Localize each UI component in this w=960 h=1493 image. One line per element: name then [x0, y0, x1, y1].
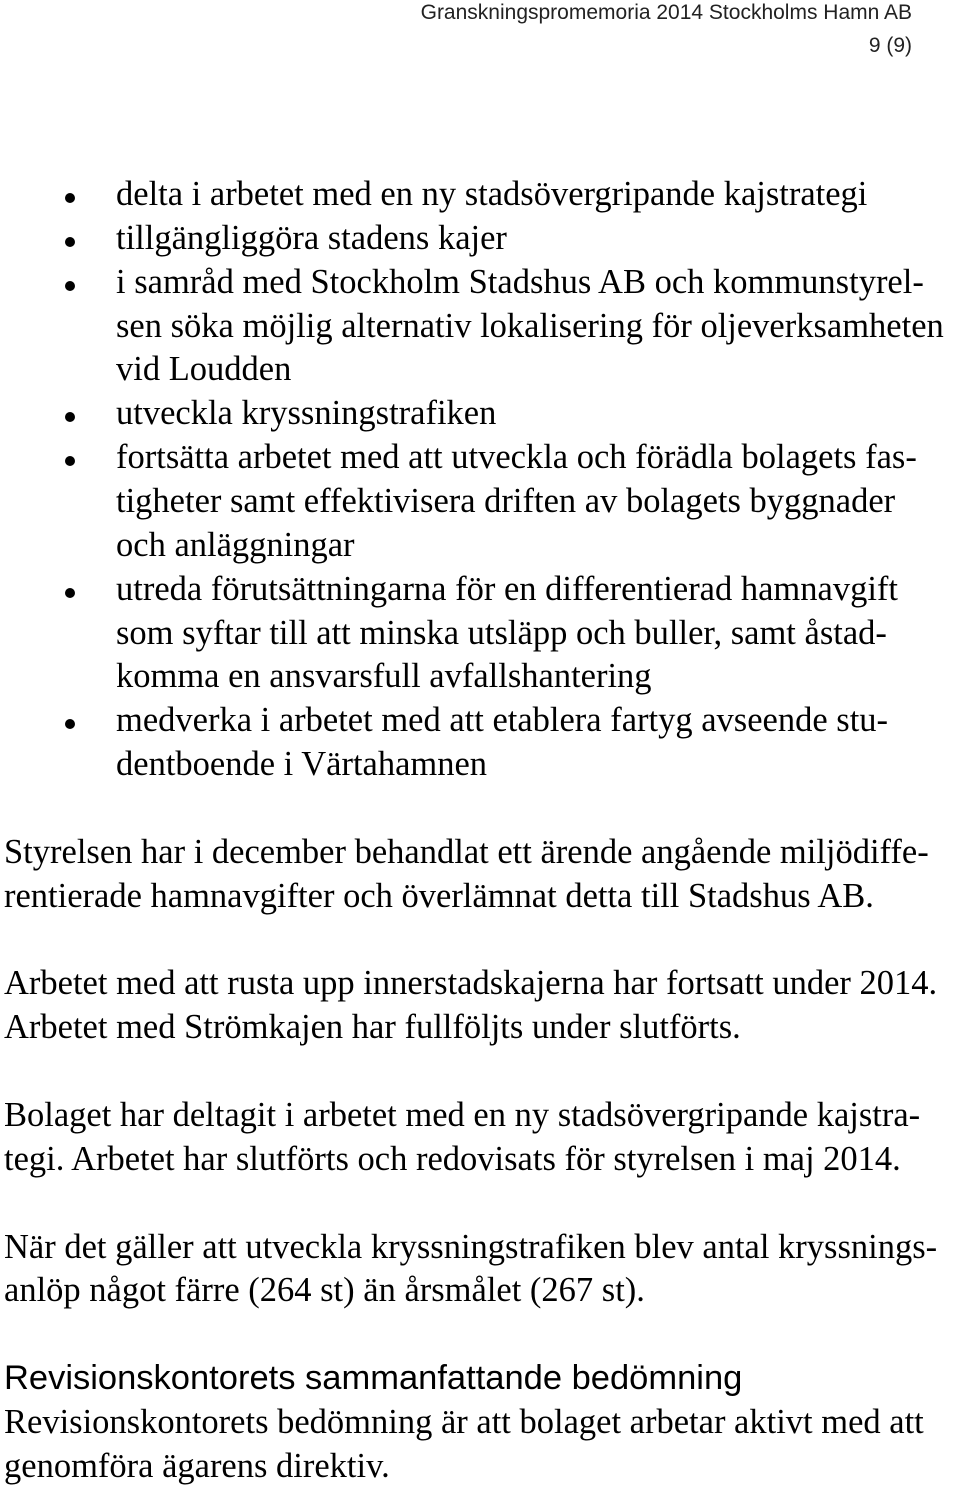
list-item-line: tillgängliggöra stadens kajer: [116, 218, 507, 257]
paragraph-line: Bolaget har deltagit i arbetet med en ny stadsövergripande kajstra-: [4, 1096, 921, 1135]
paragraph: [0, 1094, 960, 1182]
bullet-icon: [65, 193, 75, 203]
bullet-icon: [65, 237, 75, 247]
list-item-line: utreda förutsättningarna för en differentierad hamnavgift: [116, 569, 898, 608]
bullet-icon: [65, 456, 75, 466]
paragraph-line: tegi. Arbetet har slutförts och redovisats för styrelsen i maj 2014.: [4, 1139, 901, 1178]
list-item-line: delta i arbetet med en ny stadsövergripande kajstrategi: [116, 175, 868, 213]
list-item-line: och anläggningar: [116, 525, 355, 564]
list-item-line: dentboende i Värtahamnen: [116, 745, 488, 784]
paragraph: [0, 1226, 960, 1314]
list-item: [0, 568, 960, 700]
paragraph-line: Arbetet med att rusta upp innerstadskajerna har fortsatt under 2014.: [4, 964, 938, 1003]
bullet-list: [0, 173, 960, 787]
paragraph: [0, 831, 960, 919]
bullet-icon: [65, 588, 75, 598]
bullet-icon: [65, 412, 75, 422]
list-item: [0, 217, 960, 261]
paragraph-line: rentierade hamnavgifter och överlämnat detta till Stadshus AB.: [4, 876, 874, 915]
list-item-line: tigheter samt effektivisera driften av bolagets byggnader: [116, 482, 896, 521]
list-item-line: som syftar till att minska utsläpp och buller, samt åstad-: [116, 613, 887, 652]
paragraph-line: Revisionskontorets bedömning är att bolaget arbetar aktivt med att: [4, 1403, 924, 1442]
section-heading: Revisionskontorets sammanfattande bedömning: [4, 1359, 743, 1398]
list-item: [0, 436, 960, 568]
paragraph-line: När det gäller att utveckla kryssningstrafiken blev antal kryssnings-: [4, 1227, 938, 1266]
bullet-icon: [65, 281, 75, 291]
paragraph-line: Arbetet med Strömkajen har fullföljts under slutförts.: [4, 1008, 741, 1047]
paragraph-line: genomföra ägarens direktiv.: [4, 1446, 390, 1485]
page-number: 9 (9): [868, 34, 912, 57]
list-item-line: vid Loudden: [116, 350, 292, 389]
list-item-line: utveckla kryssningstrafiken: [116, 394, 497, 433]
list-item: [0, 173, 960, 217]
list-item-line: fortsätta arbetet med att utveckla och förädla bolagets fas-: [116, 438, 917, 477]
paragraph-line: Styrelsen har i december behandlat ett ärende angående miljödiffe-: [4, 832, 929, 871]
list-item-line: sen söka möjlig alternativ lokalisering för oljeverksamheten: [116, 306, 944, 345]
paragraph: [0, 962, 960, 1050]
list-item: [0, 392, 960, 436]
bullet-icon: [65, 719, 75, 729]
document-body: [0, 173, 960, 1489]
document-title: Granskningspromemoria 2014 Stockholms Hamn AB: [420, 1, 912, 24]
list-item: [0, 699, 960, 787]
summary-paragraph: [0, 1401, 960, 1489]
list-item-line: i samråd med Stockholm Stadshus AB och kommunstyrel-: [116, 262, 924, 301]
list-item: [0, 261, 960, 393]
paragraph-line: anlöp något färre (264 st) än årsmålet (267 st).: [4, 1271, 645, 1310]
list-item-line: medverka i arbetet med att etablera fartyg avseende stu-: [116, 701, 889, 740]
list-item-line: komma en ansvarsfull avfallshantering: [116, 657, 652, 696]
